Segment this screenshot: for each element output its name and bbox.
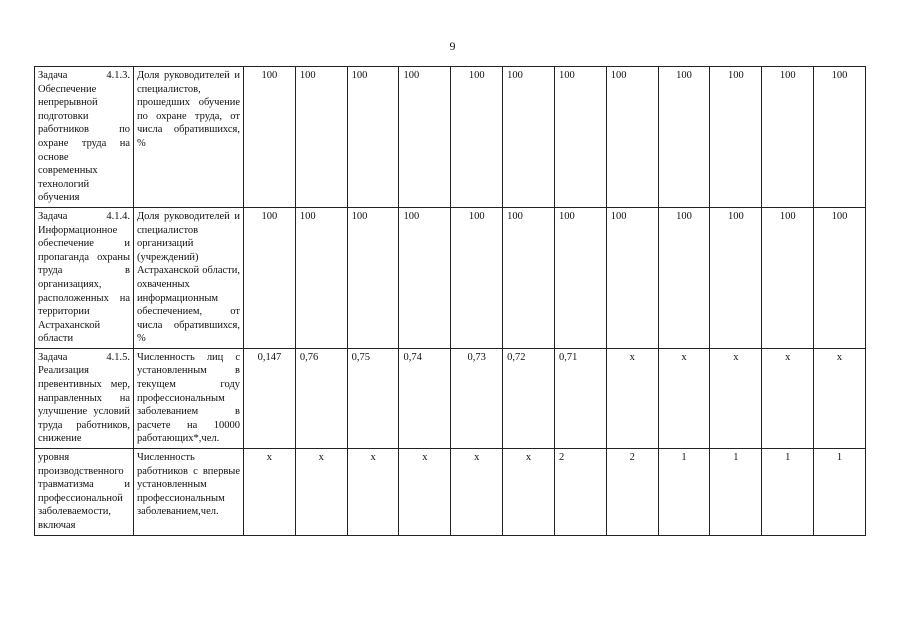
task-cell: Задача 4.1.4. Информационное обеспечение и пропаганда охраны труда в организациях, расположенных на территории Астраханской области xyxy=(35,207,134,348)
value-cell: 100 xyxy=(399,207,451,348)
value-cell: 2 xyxy=(606,449,658,536)
value-cell: х xyxy=(295,449,347,536)
value-cell: х xyxy=(710,348,762,448)
value-cell: 0,74 xyxy=(399,348,451,448)
value-cell: х xyxy=(244,449,296,536)
value-cell: 100 xyxy=(554,67,606,208)
value-cell: х xyxy=(347,449,399,536)
value-cell: х xyxy=(814,348,866,448)
value-cell: 0,72 xyxy=(503,348,555,448)
value-cell: 100 xyxy=(762,207,814,348)
table-row xyxy=(35,207,866,348)
value-cell: 100 xyxy=(710,67,762,208)
value-cell: 0,71 xyxy=(554,348,606,448)
indicators-table xyxy=(34,66,866,536)
value-cell: 100 xyxy=(658,207,710,348)
table-row xyxy=(35,449,866,536)
value-cell: 100 xyxy=(295,207,347,348)
value-cell: х xyxy=(399,449,451,536)
value-cell: 100 xyxy=(295,67,347,208)
value-cell: 100 xyxy=(710,207,762,348)
value-cell: 100 xyxy=(762,67,814,208)
page-number: 9 xyxy=(449,39,456,53)
value-cell: 1 xyxy=(710,449,762,536)
value-cell: 100 xyxy=(347,67,399,208)
value-cell: х xyxy=(606,348,658,448)
indicator-cell: Доля руководителей и специалистов организаций (учреждений) Астраханской области, охваченных информационным обеспечением, от числа обратившихся, % xyxy=(134,207,244,348)
value-cell: 0,147 xyxy=(244,348,296,448)
value-cell: 100 xyxy=(244,67,296,208)
value-cell: 0,75 xyxy=(347,348,399,448)
value-cell: 100 xyxy=(244,207,296,348)
value-cell: х xyxy=(503,449,555,536)
value-cell: 100 xyxy=(347,207,399,348)
value-cell: 100 xyxy=(451,207,503,348)
value-cell: 100 xyxy=(503,207,555,348)
value-cell: х xyxy=(658,348,710,448)
indicator-cell: Численность работников с впервые установленным профессиональным заболеванием,чел. xyxy=(134,449,244,536)
value-cell: 0,76 xyxy=(295,348,347,448)
value-cell: 100 xyxy=(554,207,606,348)
value-cell: 0,73 xyxy=(451,348,503,448)
value-cell: 1 xyxy=(814,449,866,536)
value-cell: 100 xyxy=(451,67,503,208)
table-row xyxy=(35,348,866,448)
value-cell: 1 xyxy=(762,449,814,536)
indicator-cell: Численность лиц с установленным в текущем году профессиональным заболеванием в расчете на 10000 работающих*,чел. xyxy=(134,348,244,448)
value-cell: 100 xyxy=(606,67,658,208)
indicator-cell: Доля руководителей и специалистов, прошедших обучение по охране труда, от числа обратившихся, % xyxy=(134,67,244,208)
task-cell: Задача 4.1.5. Реализация превентивных мер, направленных на улучшение условий труда работников, снижение xyxy=(35,348,134,448)
value-cell: х xyxy=(451,449,503,536)
task-cell: уровня производственного травматизма и профессиональной заболеваемости, включая xyxy=(35,449,134,536)
value-cell: 100 xyxy=(606,207,658,348)
value-cell: 100 xyxy=(658,67,710,208)
value-cell: 1 xyxy=(658,449,710,536)
value-cell: 100 xyxy=(814,67,866,208)
value-cell: 100 xyxy=(814,207,866,348)
value-cell: 2 xyxy=(554,449,606,536)
value-cell: х xyxy=(762,348,814,448)
table-row xyxy=(35,67,866,208)
value-cell: 100 xyxy=(503,67,555,208)
task-cell: Задача 4.1.3. Обеспечение непрерывной подготовки работников по охране труда на основе современных технологий обучения xyxy=(35,67,134,208)
value-cell: 100 xyxy=(399,67,451,208)
